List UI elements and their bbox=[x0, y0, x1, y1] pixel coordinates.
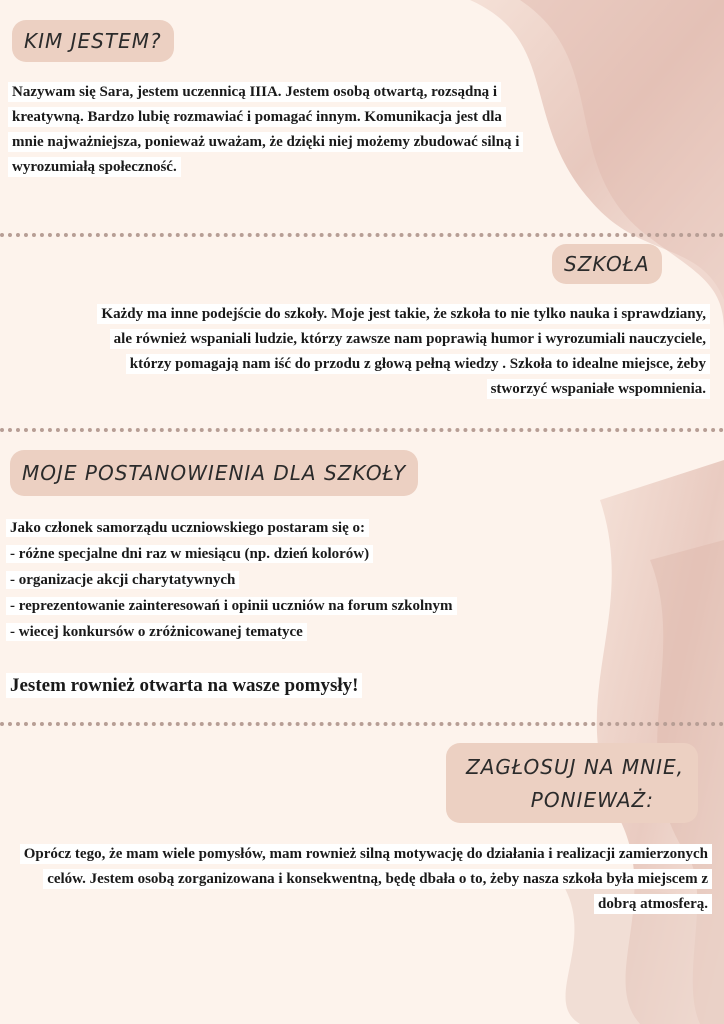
divider-3 bbox=[0, 722, 724, 726]
resolutions-intro: Jako członek samorządu uczniowskiego postaram się o: bbox=[6, 515, 566, 541]
list-item: - różne specjalne dni raz w miesiącu (np. dzień kolorów) bbox=[6, 541, 566, 567]
heading-szkola: SZKOŁA bbox=[552, 244, 662, 284]
heading-zaglosuj bbox=[446, 743, 698, 823]
heading-kim-jestem: KIM JESTEM? bbox=[12, 20, 174, 62]
heading-zaglosuj-line1: ZAGŁOSUJ NA MNIE, bbox=[466, 755, 684, 779]
heading-zaglosuj-line2: PONIEWAŻ: bbox=[530, 788, 654, 812]
resolutions-list bbox=[6, 515, 566, 645]
list-item: - wiecej konkursów o zróżnicowanej tematyce bbox=[6, 619, 566, 645]
resolutions-closing: Jestem rownież otwarta na wasze pomysły! bbox=[6, 672, 362, 700]
about-text: Nazywam się Sara, jestem uczennicą IIIA. Jestem osobą otwartą, rozsądną i kreatywną. Bardzo lubię rozmawiać i pomagać innym. Komunikacja jest dla mnie najważniejsza, ponieważ uważam, że dzięki niej możemy zbudować silną i wyrozumiałą społeczność. bbox=[8, 80, 528, 180]
divider-1 bbox=[0, 233, 724, 237]
list-item: - organizacje akcji charytatywnych bbox=[6, 567, 566, 593]
school-text: Każdy ma inne podejście do szkoły. Moje jest takie, że szkoła to nie tylko nauka i sprawdziany, ale również wspaniali ludzie, którzy zawsze nam poprawią humor i wyrozumiali nauczyciele, którzy pomagają nam iść do przodu z głową pełną wiedzy . Szkoła to idealne miejsce, żeby stworzyć wspaniałe wspomnienia. bbox=[90, 302, 710, 402]
heading-postanowienia: MOJE POSTANOWIENIA DLA SZKOŁY bbox=[10, 450, 418, 496]
list-item: - reprezentowanie zainteresowań i opinii uczniów na forum szkolnym bbox=[6, 593, 566, 619]
divider-2 bbox=[0, 428, 724, 432]
vote-text: Oprócz tego, że mam wiele pomysłów, mam rownież silną motywację do działania i realizacji zamierzonych celów. Jestem osobą zorganizowana i konsekwentną, będę dbała o to, żeby nasza szkoła była miejscem z dobrą atmosferą. bbox=[6, 842, 712, 917]
